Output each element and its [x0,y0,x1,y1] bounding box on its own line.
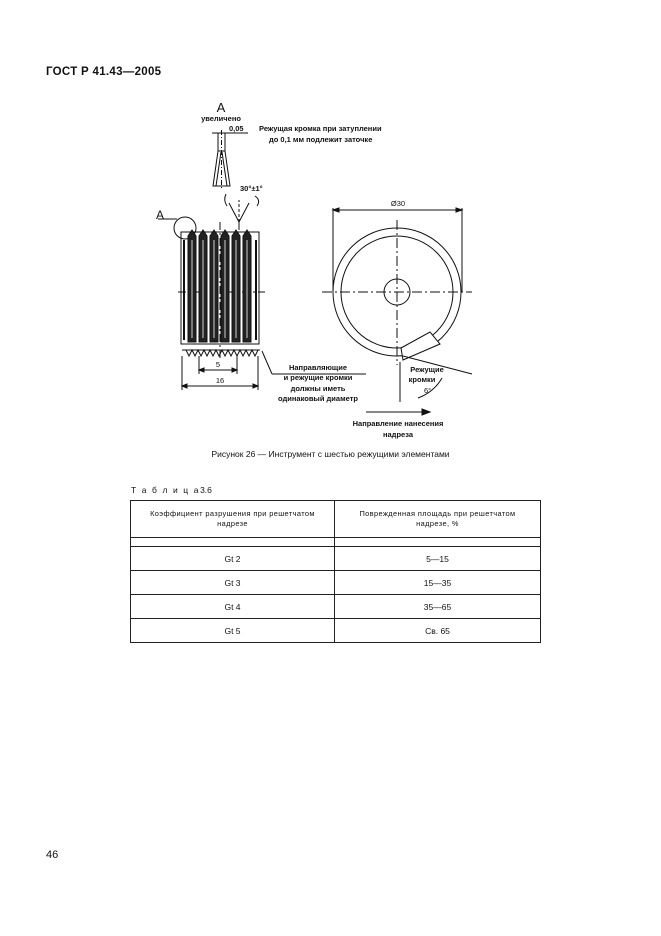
dim-6: 6° [424,386,432,395]
cell-coefficient: Gt 5 [131,619,335,643]
note-guides-line2: и режущие кромки [283,373,353,382]
damage-table [130,500,541,643]
figure-caption: Рисунок 26 — Инструмент с шестью режущими элементами [211,449,450,459]
table-label: Т а б л и ц а [131,485,201,495]
cell-area: 35—65 [335,595,541,619]
view-label: увеличено [201,114,241,123]
angle-label: 30°±1° [240,184,263,193]
cell-area: 15—35 [335,571,541,595]
cell-coefficient: Gt 2 [131,547,335,571]
view-letter: A [216,100,226,115]
table-row [131,619,541,643]
note-guides-line1: Направляющие [288,363,348,372]
table-row [131,595,541,619]
angle-marker [225,194,259,230]
detail-view-a [212,130,248,188]
table-row [131,547,541,571]
cell-coefficient: Gt 3 [131,571,335,595]
dim-16: 16 [215,376,225,385]
cell-area: Св. 65 [335,619,541,643]
note-direction-line2: надреза [382,430,414,439]
note-edge-line2: до 0,1 мм подлежит заточке [269,135,373,144]
cell-coefficient: Gt 4 [131,595,335,619]
tool-drawing [140,92,490,444]
dim-005: 0,05 [229,124,244,133]
note-guides-line3: должны иметь [290,384,346,393]
column-header-area: Поврежденная площадь при решетчатом надрезе, % [335,501,541,538]
dim-diameter: Ø30 [390,199,406,208]
document-header: ГОСТ Р 41.43—2005 [46,66,162,78]
table-title [131,485,212,495]
marker-a: A [156,208,165,222]
note-cut-line1: Режущие [410,365,444,374]
cell-area: 5—15 [335,547,541,571]
column-header-coefficient: Коэффициент разрушения при решетчатом надрезе [131,501,335,538]
note-guides-line4: одинаковый диаметр [278,394,358,403]
page-number: 46 [46,849,59,861]
note-cut-line2: кромки [408,375,436,384]
dim-5: 5 [215,360,221,369]
note-edge-line1: Режущая кромка при затуплении [259,124,382,133]
table-number: 3.6 [200,485,212,495]
note-direction-line1: Направление нанесения [352,419,444,428]
table-row [131,571,541,595]
table-spacer-row [131,538,541,547]
